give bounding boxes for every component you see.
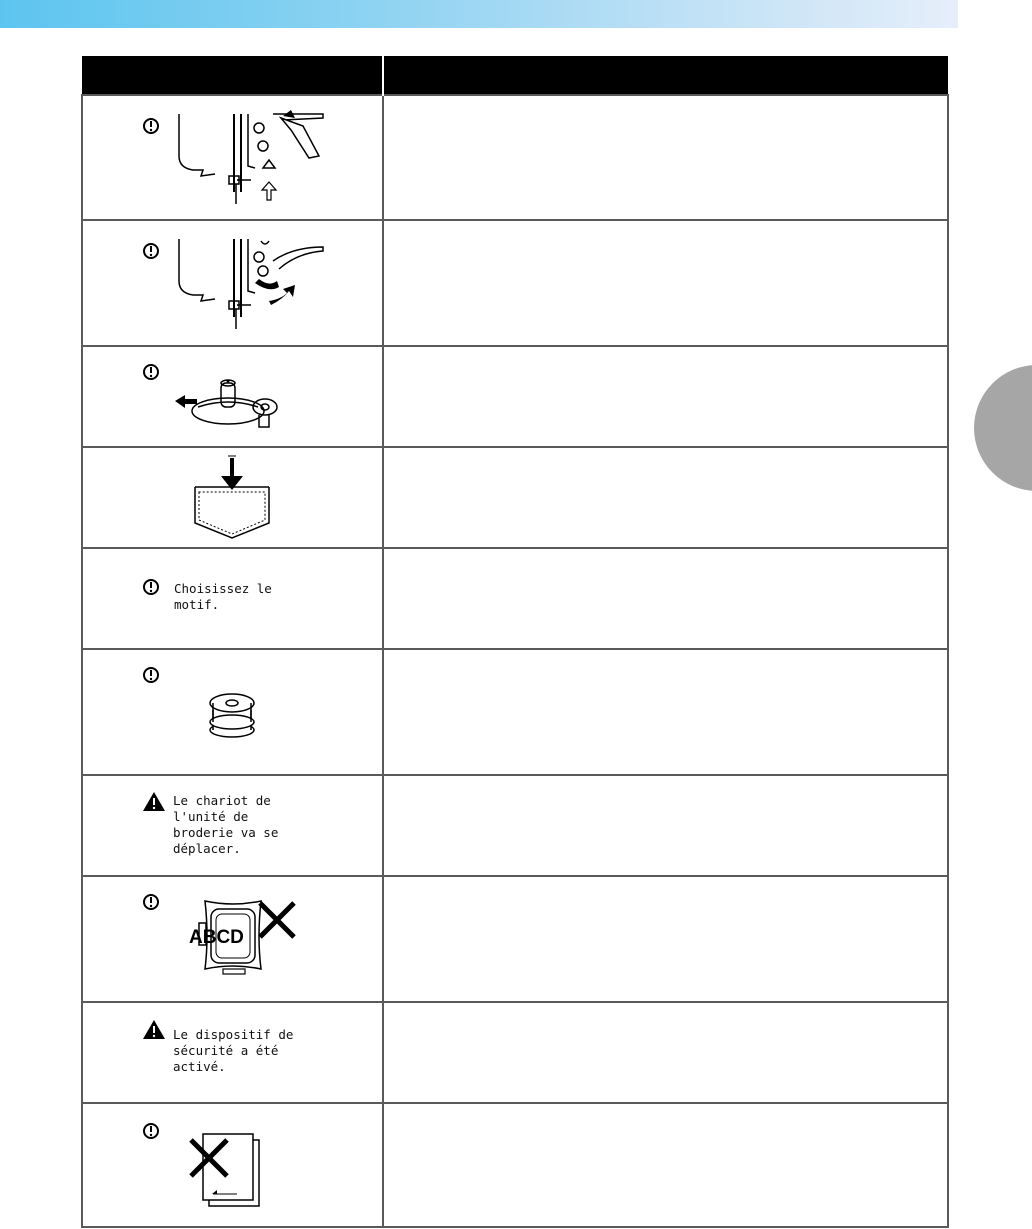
header-col-description <box>383 56 948 95</box>
screen-message: Choisissez le motif. <box>174 581 272 612</box>
row-description <box>383 649 948 775</box>
presser-foot-lever-icon <box>83 221 381 345</box>
needle-up-press-icon <box>83 96 381 219</box>
pocket-memory-icon <box>83 448 381 547</box>
table-row <box>82 548 948 649</box>
top-banner <box>0 0 958 28</box>
table-row <box>82 447 948 548</box>
abcd-label: ABCD <box>189 927 244 948</box>
row-description <box>383 220 948 346</box>
table-row <box>82 220 948 346</box>
screen-message: Le dispositif de sécurité a été activé. <box>173 1027 294 1074</box>
table-row <box>82 649 948 775</box>
bobbin-winder-icon <box>83 347 381 446</box>
card-x-icon <box>83 1104 381 1226</box>
row-description <box>383 1002 948 1103</box>
row-description <box>383 447 948 548</box>
table-header-row <box>82 56 948 95</box>
row-description <box>383 876 948 1002</box>
table-row <box>82 346 948 447</box>
screen-message: Le chariot de l'unité de broderie va se déplacer. <box>173 793 279 856</box>
table-row <box>82 1103 948 1227</box>
chapter-tab <box>974 365 1032 491</box>
header-col-screen <box>82 56 383 95</box>
row-description <box>383 95 948 220</box>
table-row <box>82 1002 948 1103</box>
row-description <box>383 346 948 447</box>
table-row <box>82 95 948 220</box>
table-row <box>82 775 948 876</box>
row-description <box>383 548 948 649</box>
row-description <box>383 775 948 876</box>
bobbin-icon <box>83 650 381 774</box>
error-message-table <box>81 56 949 1228</box>
row-description <box>383 1103 948 1227</box>
table-row <box>82 876 948 1002</box>
embroidery-frame-x-icon <box>83 877 381 1001</box>
